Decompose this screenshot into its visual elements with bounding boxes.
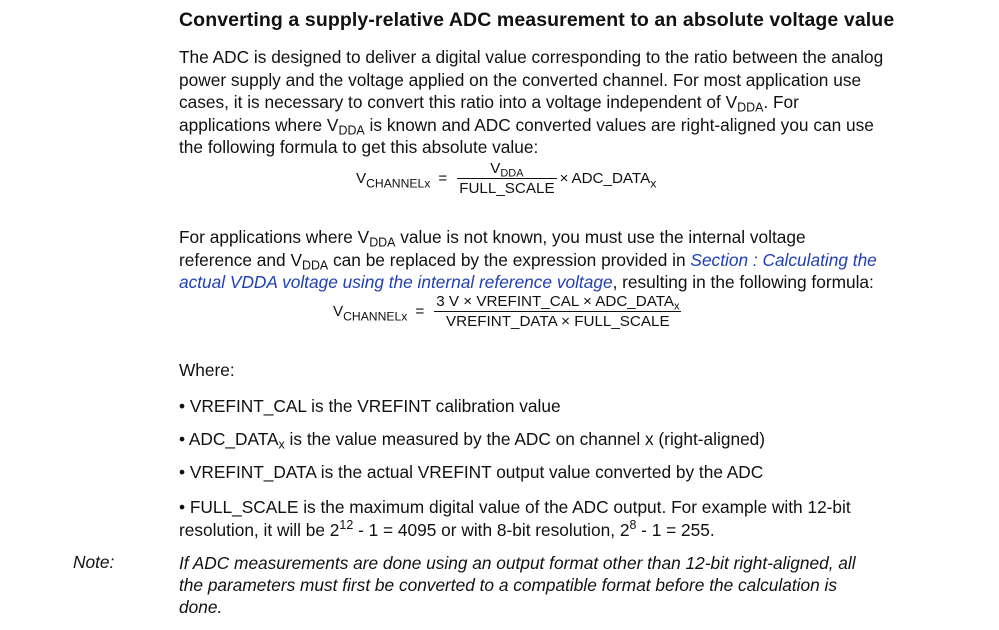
formula-vdda-known bbox=[356, 160, 656, 197]
note-label: Note: bbox=[73, 552, 115, 572]
text-line bbox=[179, 249, 949, 272]
text-line: • FULL_SCALE is the maximum digital value of the ADC output. For example with 12-bit bbox=[179, 497, 851, 517]
note-text bbox=[179, 552, 959, 618]
fraction bbox=[434, 293, 681, 330]
text-run: value is not known, you must use the internal voltage bbox=[395, 227, 806, 247]
vdda-unknown-paragraph bbox=[179, 226, 949, 294]
text-line bbox=[179, 91, 949, 114]
equals-sign: = bbox=[438, 170, 448, 187]
formula-vrefint bbox=[333, 293, 681, 330]
text-run: reference and V bbox=[179, 249, 302, 270]
list-item: • VREFINT_CAL is the VREFINT calibration value bbox=[179, 396, 561, 416]
text-run: is known and ADC converted values are right-aligned you can use bbox=[364, 114, 874, 135]
list-item bbox=[179, 496, 851, 541]
text-line: resolution, it will be $2^{12} - 1 = 4095$ or with 8-bit resolution, $2^8 - 1 = 255$. bbox=[179, 517, 715, 540]
numerator: 3 V × VREFINT_CAL × $ADC\_DATA_x$ bbox=[436, 293, 680, 313]
text-run: can be replaced by the expression provided in bbox=[328, 249, 691, 270]
formula-lhs: $V_{CHANNELx}$ bbox=[333, 303, 408, 324]
text-run: , resulting in the following formula: bbox=[612, 272, 874, 292]
list-item: • $ADC\_DATA_x$ is the value measured by the ADC on channel x (right-aligned) bbox=[179, 429, 766, 452]
subscript: DDA bbox=[737, 100, 764, 115]
denominator: VREFINT_DATA × FULL_SCALE bbox=[446, 313, 670, 330]
text-line bbox=[179, 114, 949, 137]
text-line bbox=[179, 271, 949, 294]
text-line: If ADC measurements are done using an output format other than 12-bit right-aligned, all bbox=[179, 553, 856, 573]
formula-rhs: $ADC\_DATA_x$ bbox=[571, 170, 657, 191]
where-label: Where: bbox=[179, 360, 235, 380]
fraction bbox=[457, 160, 556, 197]
equals-sign: = bbox=[415, 303, 425, 320]
list-item: • VREFINT_DATA is the actual VREFINT output value converted by the ADC bbox=[179, 462, 764, 482]
times-sign: × bbox=[559, 170, 569, 187]
text-run: . For bbox=[763, 92, 799, 112]
formula-lhs: $V_{CHANNELx}$ bbox=[356, 170, 431, 191]
text-line bbox=[179, 226, 949, 249]
subscript: DDA bbox=[301, 258, 329, 273]
intro-paragraph bbox=[179, 46, 949, 159]
subscript: DDA bbox=[369, 235, 396, 250]
denominator: FULL_SCALE bbox=[459, 180, 555, 197]
text-line: done. bbox=[179, 597, 223, 617]
text-line: power supply and the voltage applied on the converted channel. For most application use bbox=[179, 69, 862, 90]
section-heading: Converting a supply-relative ADC measurement to an absolute voltage value bbox=[179, 9, 895, 31]
text-line: the following formula to get this absolute value: bbox=[179, 137, 539, 157]
text-run: For applications where V bbox=[179, 227, 370, 247]
section-link[interactable]: Section : Calculating the bbox=[690, 249, 877, 270]
text-run: applications where V bbox=[179, 114, 339, 135]
numerator: $V_{DDA}$ bbox=[457, 160, 556, 179]
text-line: the parameters must first be converted to a compatible format before the calculation is bbox=[179, 575, 837, 595]
text-run: cases, it is necessary to convert this ratio into a voltage independent of V bbox=[179, 92, 738, 112]
section-link[interactable]: actual VDDA voltage using the internal reference voltage bbox=[179, 272, 613, 292]
text-line: The ADC is designed to deliver a digital value corresponding to the ratio between the analog bbox=[179, 47, 884, 67]
subscript: DDA bbox=[338, 123, 365, 138]
